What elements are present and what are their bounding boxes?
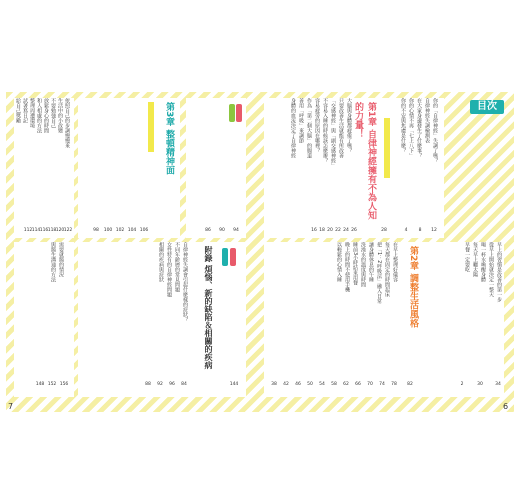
highlight-bar: [148, 102, 154, 152]
page-ref: 20: [327, 228, 333, 233]
page-ref: 98: [93, 228, 99, 233]
page-ref: 26: [351, 228, 357, 233]
toc-entry: 你的「自律神經」失調了嗎？: [432, 98, 438, 163]
page-ref: 96: [169, 382, 175, 387]
toc-entry: 每天早上曬太陽: [472, 242, 478, 277]
toc-entry: 和人相處的方法: [36, 98, 42, 133]
page-ref: 92: [157, 382, 163, 387]
toc-entry: 身體的血流決定了自律神經: [290, 98, 296, 158]
toc-entry: 依照自己的步調慢慢來: [64, 98, 70, 148]
page-ref: 46: [295, 382, 301, 387]
page-ref: 18: [319, 228, 325, 233]
page-ref: 66: [355, 382, 361, 387]
toc-entry: 不同年齡層的常見問題: [174, 242, 180, 292]
page-ref: 74: [379, 382, 385, 387]
toc-entry: 試著寫日記: [22, 98, 28, 123]
book-spread: [6, 92, 514, 412]
page-ref: 62: [343, 382, 349, 387]
toc-entry: 早上的習慣是改善的第一步: [496, 242, 502, 302]
page-ref: 82: [407, 382, 413, 387]
toc-entry: 給自己獎勵: [15, 98, 21, 123]
page-ref: 50: [307, 382, 313, 387]
left-bottom-entries-panel: [14, 242, 74, 397]
page-ref: 8: [418, 228, 422, 233]
toc-entry: 相關的疾病與症狀: [158, 242, 164, 282]
toc-entry: 早餐一定要吃: [464, 242, 470, 272]
chapter-title: 第3章 整頓精神面: [164, 102, 174, 175]
toc-entry: 洗澡水的溫度與時間: [360, 242, 366, 287]
page-ref: 114: [31, 228, 41, 233]
toc-entry: 你的不安與焦慮是什麼？: [400, 98, 406, 153]
chapter-title: 第2章 調整生活風格: [408, 246, 418, 328]
toc-entry: 不要勉強自己: [50, 98, 56, 128]
page-ref: 70: [367, 382, 373, 387]
toc-entry: 大腦與身體都疲倦了嗎？: [346, 98, 352, 153]
page-ref: 94: [233, 228, 239, 233]
toc-entry: 每天都在固定的時間起床: [384, 242, 390, 297]
toc-entry: 睡前3小時結束用餐: [352, 242, 358, 286]
toc-entry: 女性特有的自律神經問題: [166, 242, 172, 297]
toc-entry: 作為「第二個大腦」的腸道: [306, 98, 312, 158]
right-page-number: 6: [503, 402, 509, 411]
section-tag: [230, 248, 236, 266]
page-ref: 34: [495, 382, 501, 387]
page-ref: 84: [181, 382, 187, 387]
chapter-1-panel: [264, 98, 444, 238]
toc-entry: 你的心情不再「七上八下」: [408, 98, 414, 158]
chapter-3-panel: [78, 98, 180, 238]
toc-entry: 喝一杯水喚醒身體: [480, 242, 486, 282]
toc-entry: 生活中的小改變: [57, 98, 63, 133]
page-ref: 120: [55, 228, 65, 233]
toc-entry: 自律神經失調檢測表: [424, 98, 430, 143]
left-mid-entries-panel: [186, 98, 246, 238]
page-ref: 112: [23, 228, 33, 233]
section-tag: [229, 104, 235, 122]
page-ref: 144: [229, 382, 239, 387]
page-ref: 116: [39, 228, 49, 233]
toc-entry: 在大家身邊發生了什麼事？: [416, 98, 422, 158]
page-ref: 4: [404, 228, 408, 233]
toc-entry: 不容易入睡的時候該怎麼辦？: [322, 98, 328, 163]
toc-entry: 把「1：2呼吸法」融入日常: [376, 242, 382, 304]
page-ref: 106: [139, 228, 149, 233]
page-ref: 156: [59, 382, 69, 387]
page-ref: 102: [115, 228, 125, 233]
toc-entry: 自律神經失調會引起什麼樣的症狀？: [182, 242, 188, 322]
page-ref: 152: [47, 382, 57, 387]
page-ref: 54: [319, 382, 325, 387]
page-ref: 16: [311, 228, 317, 233]
page-ref: 78: [391, 382, 397, 387]
page-ref: 30: [477, 382, 483, 387]
page-ref: 28: [381, 228, 387, 233]
toc-entry: 晚上的時間不使用手機: [344, 242, 350, 292]
page-ref: 104: [127, 228, 137, 233]
appendix-panel: [78, 242, 246, 397]
left-top-entries-panel: [14, 98, 74, 238]
toc-entry: 以輕鬆的心情入睡: [336, 242, 342, 282]
toc-entry: 只要改善生活就能有所改善: [338, 98, 344, 158]
section-tag: [236, 104, 242, 122]
page-ref: 86: [205, 228, 211, 233]
page-ref: 24: [343, 228, 349, 233]
page-ref: 122: [63, 228, 73, 233]
section-tag: [222, 248, 228, 266]
left-page-number: 7: [8, 402, 14, 411]
page-ref: 118: [47, 228, 57, 233]
highlight-bar: [384, 118, 390, 178]
toc-entry: 放鬆身心的時間: [43, 98, 49, 133]
toc-title: 目次: [470, 100, 504, 114]
toc-entry: 與醫生溝通的方法: [50, 242, 56, 282]
page-ref: 42: [283, 382, 289, 387]
toc-entry: 讓身體休息的午睡: [368, 242, 374, 282]
page-ref: 90: [219, 228, 225, 233]
toc-entry: 善用「呼吸」來調節: [298, 98, 304, 143]
chapter-title: 第1章 自律神經擁有不為人知的力量！: [353, 102, 376, 220]
page-ref: 148: [35, 382, 45, 387]
page-ref: 12: [431, 228, 437, 233]
toc-entry: 整理周遭環境: [29, 98, 35, 128]
page-ref: 22: [335, 228, 341, 233]
chapter-title: 附錄 煩惱、新的缺陷＆相關的疾病: [204, 246, 213, 369]
toc-entry: 需要就醫的情況: [58, 242, 64, 277]
chapter-2-panel: [264, 242, 504, 397]
toc-entry: 「交感神經」與「副交感神經」: [330, 98, 336, 168]
toc-entry: 容易疲勞的原因在哪裡？: [314, 98, 320, 153]
page-ref: 58: [331, 382, 337, 387]
page-ref: 2: [460, 382, 464, 387]
toc-entry: 在早上整理好儀容: [392, 242, 398, 282]
page-ref: 88: [145, 382, 151, 387]
toc-entry: 從早上開始就決定一整天: [488, 242, 494, 297]
page-ref: 38: [271, 382, 277, 387]
page-ref: 100: [103, 228, 113, 233]
